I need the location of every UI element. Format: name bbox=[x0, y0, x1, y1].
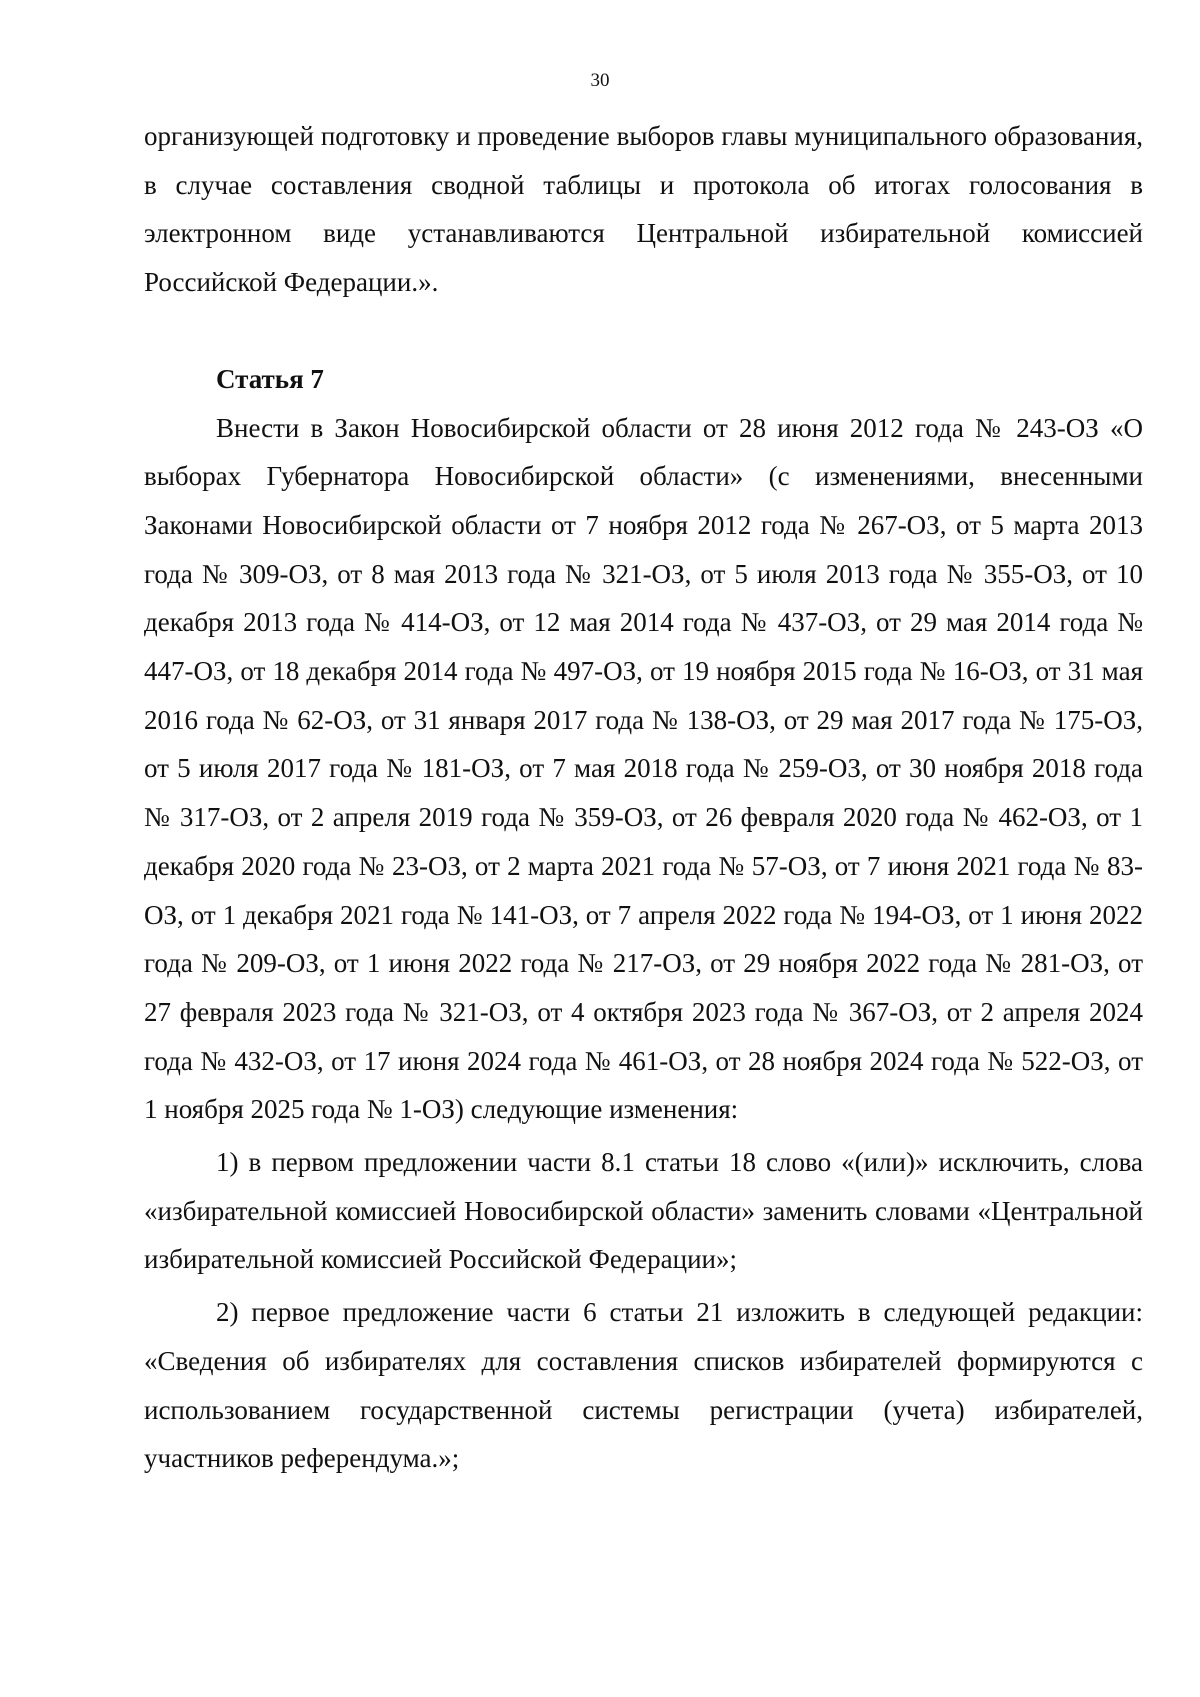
article-intro-paragraph: Внести в Закон Новосибирской области от 28 июня 2012 года № 243-ОЗ «О выборах Губернатора Новосибирской области» (с изменениями, внесенными Законами Новосибирской области от 7 ноября 2012 года № 267-ОЗ, от 5 марта 2013 года № 309-ОЗ, от 8 мая 2013 года № 321-ОЗ, от 5 июля 2013 года № 355-ОЗ, от 10 декабря 2013 года № 414-ОЗ, от 12 мая 2014 года № 437-ОЗ, от 29 мая 2014 года № 447-ОЗ, от 18 декабря 2014 года № 497-ОЗ, от 19 ноября 2015 года № 16-ОЗ, от 31 мая 2016 года № 62-ОЗ, от 31 января 2017 года № 138-ОЗ, от 29 мая 2017 года № 175-ОЗ, от 5 июля 2017 года № 181-ОЗ, от 7 мая 2018 года № 259-ОЗ, от 30 ноября 2018 года № 317-ОЗ, от 2 апреля 2019 года № 359-ОЗ, от 26 февраля 2020 года № 462-ОЗ, от 1 декабря 2020 года № 23-ОЗ, от 2 марта 2021 года № 57-ОЗ, от 7 июня 2021 года № 83-ОЗ, от 1 декабря 2021 года № 141-ОЗ, от 7 апреля 2022 года № 194-ОЗ, от 1 июня 2022 года № 209-ОЗ, от 1 июня 2022 года № 217-ОЗ, от 29 ноября 2022 года № 281-ОЗ, от 27 февраля 2023 года № 321-ОЗ, от 4 октября 2023 года № 367-ОЗ, от 2 апреля 2024 года № 432-ОЗ, от 17 июня 2024 года № 461-ОЗ, от 28 ноября 2024 года № 522-ОЗ, от 1 ноября 2025 года № 1-ОЗ) следующие изменения: bbox=[144, 412, 1143, 1125]
article-title: Статья 7 bbox=[216, 363, 324, 394]
document-body bbox=[144, 112, 1143, 1483]
amendment-item-1: 1) в первом предложении части 8.1 статьи 18 слово «(или)» исключить, слова «избирательной комиссией Новосибирской области» заменить словами «Центральной избирательной комиссией Российской Федерации»; bbox=[144, 1147, 1143, 1275]
page-number: 30 bbox=[590, 70, 610, 91]
continuation-paragraph: организующей подготовку и проведение выборов главы муниципального образования, в случае составления сводной таблицы и протокола об итогах голосования в электронном виде устанавливаются Центральной избирательной комиссией Российской Федерации.». bbox=[144, 121, 1143, 298]
amendment-item-2: 2) первое предложение части 6 статьи 21 изложить в следующей редакции: «Сведения об избирателях для составления списков избирателей формируются с использованием государственной системы регистрации (учета) избирателей, участников референдума.»; bbox=[144, 1297, 1143, 1474]
